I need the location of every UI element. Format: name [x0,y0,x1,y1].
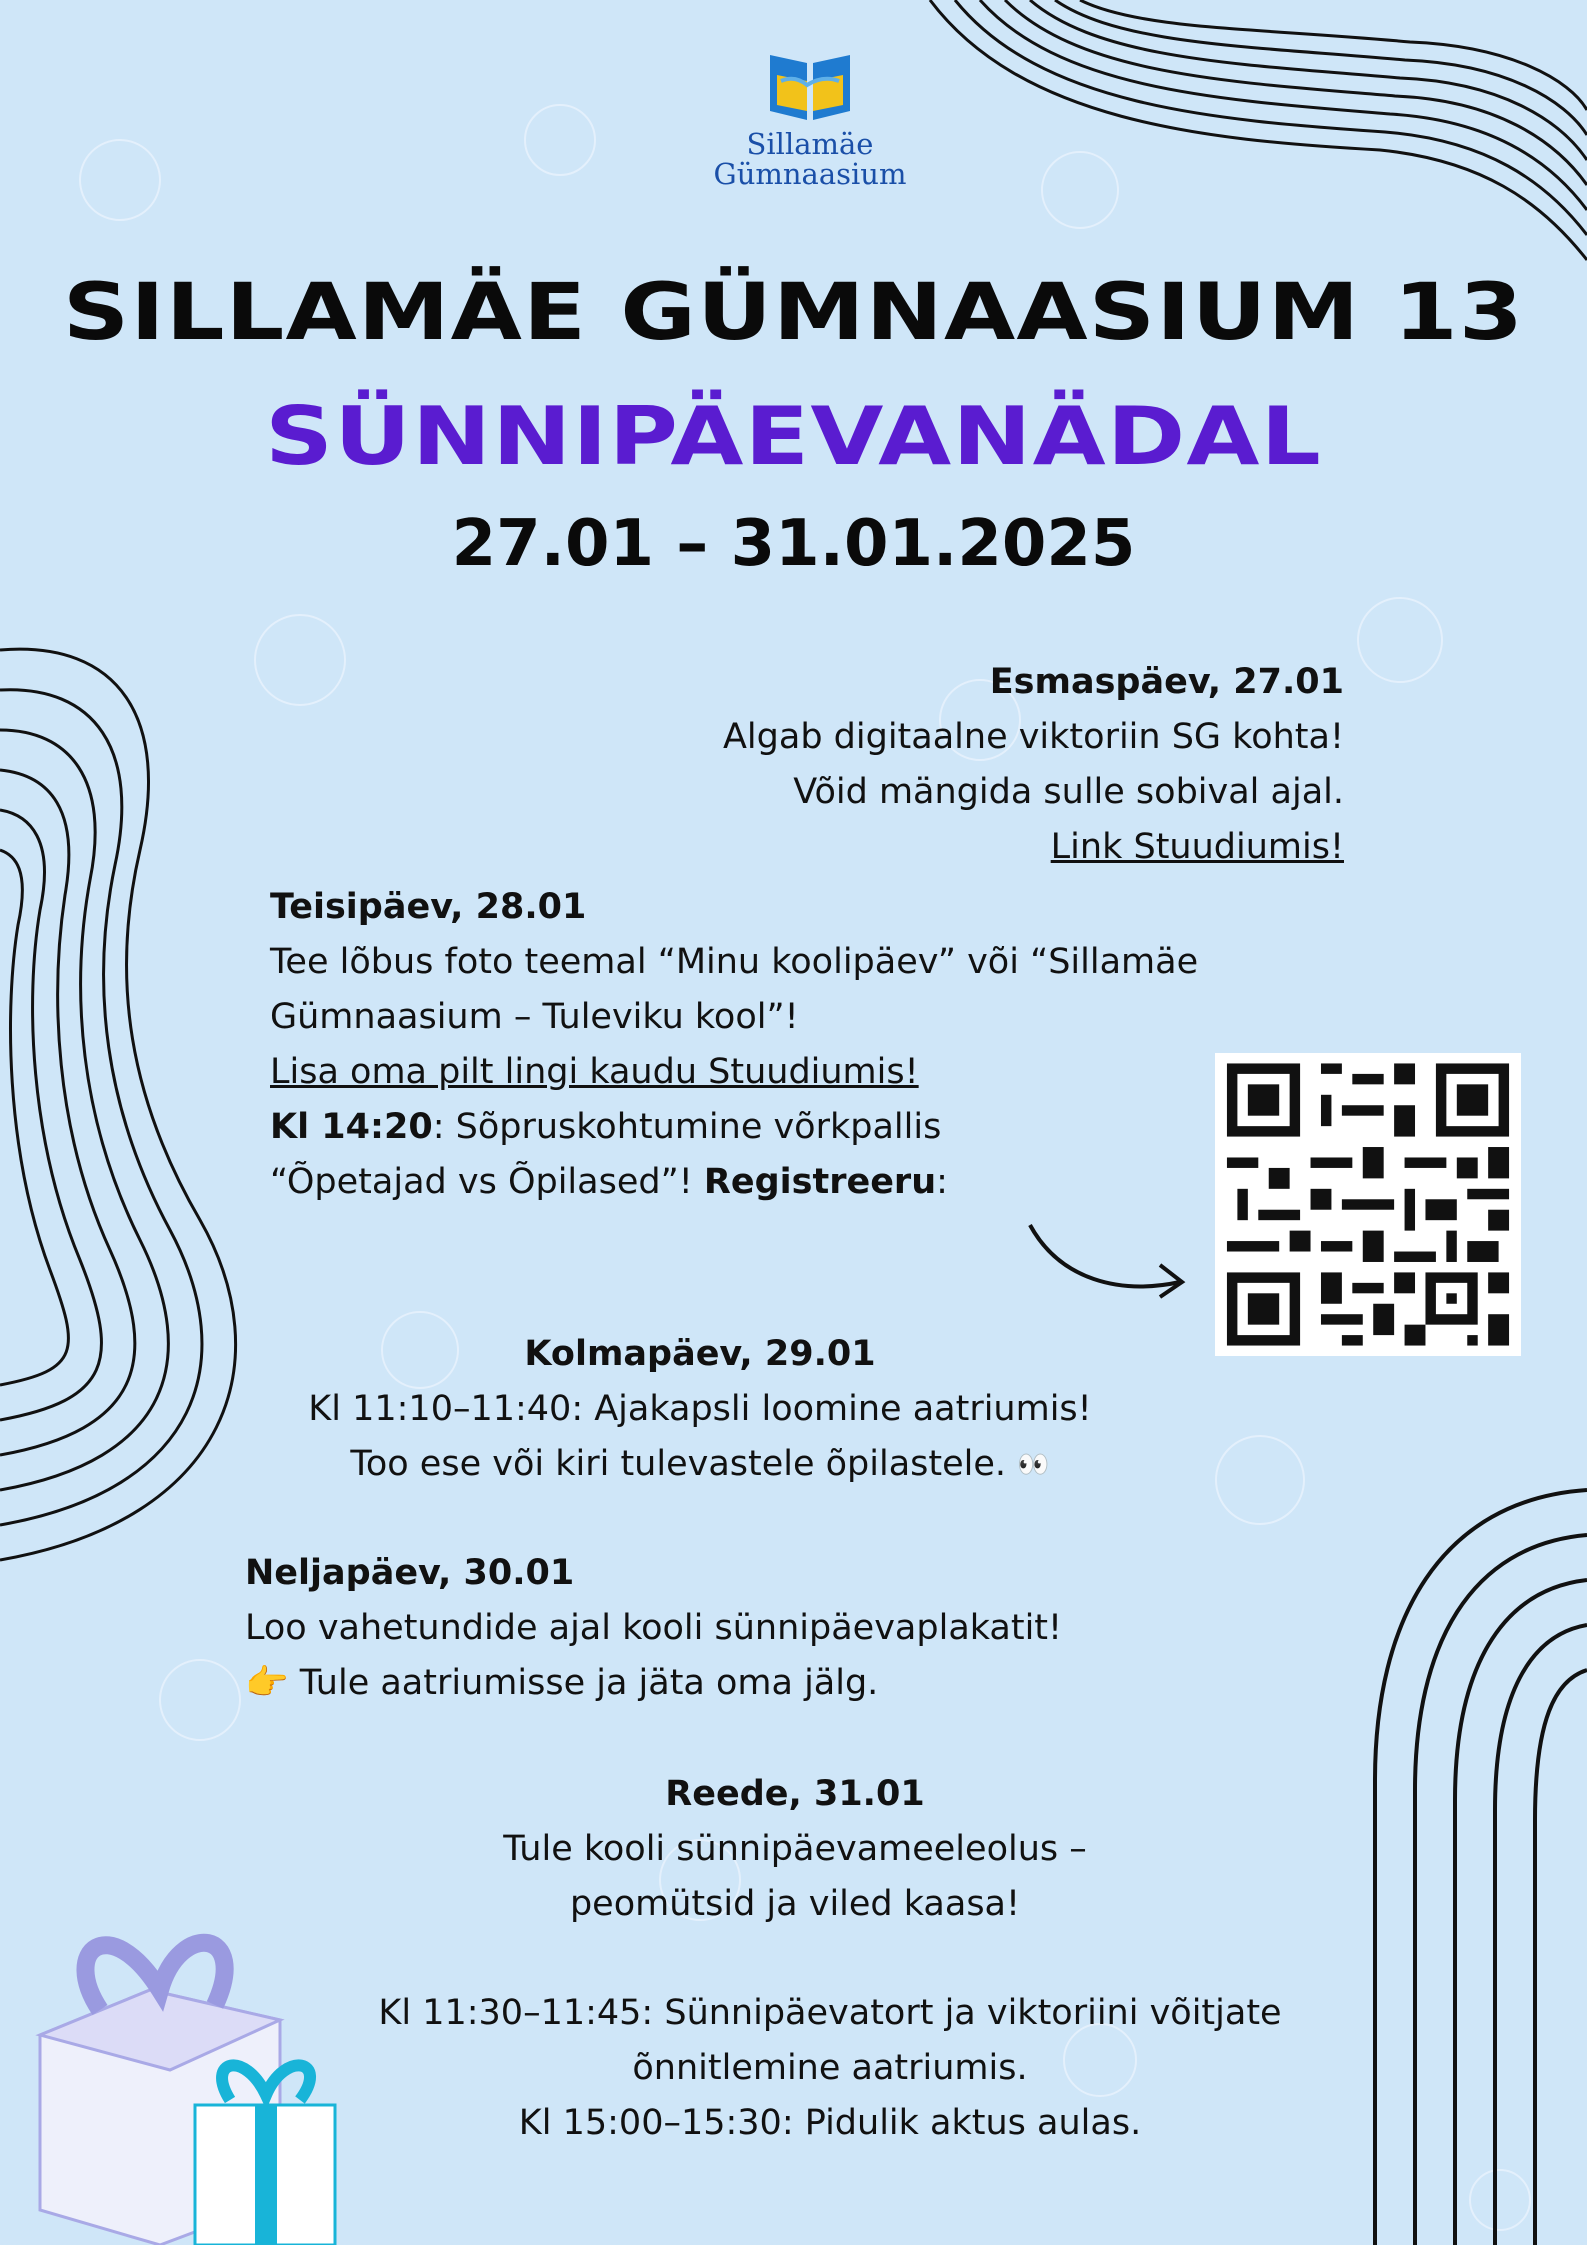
thursday-line1: Loo vahetundide ajal kooli sünnipäevaplakatit! [245,1608,1063,1648]
tuesday-line4-text: “Õpetajad vs Õpilased”! [270,1162,704,1202]
arrow-icon [1030,1225,1180,1286]
eyes-emoji-icon: 👀 [1017,1449,1050,1480]
monday-line1: Algab digitaalne viktoriin SG kohta! [722,717,1344,757]
tuesday-line3-rest: : Sõpruskohtumine võrkpallis [432,1107,942,1147]
thursday-line2-row [245,1656,1295,1711]
friday-line4: õnnitlemine aatriumis. [632,2048,1028,2088]
wednesday-section [200,1327,1200,1493]
book-logo-icon [765,45,855,125]
thursday-section [245,1546,1295,1711]
tuesday-line1: Tee lõbus foto teemal “Minu koolipäev” või “Sillamäe [270,942,1199,982]
monday-line2: Võid mängida sulle sobival ajal. [793,772,1344,812]
friday-line2: peomütsid ja viled kaasa! [569,1884,1021,1924]
tuesday-link[interactable]: Lisa oma pilt lingi kaudu Stuudiumis! [270,1052,919,1092]
tuesday-line4 [270,1155,1270,1210]
pointing-hand-icon: 👉 [245,1663,289,1703]
tuesday-line2: Gümnaasium – Tuleviku kool”! [270,997,799,1037]
page-title: SILLAMÄE GÜMNAASIUM 13 [62,268,1525,358]
friday-section [230,1767,1430,2151]
tuesday-section [270,880,1270,1210]
friday-day: Reede, 31.01 [665,1774,925,1814]
event-dates: 27.01 – 31.01.2025 [451,507,1136,581]
tuesday-line3 [270,1100,1270,1155]
wednesday-line2-row [200,1437,1200,1493]
monday-section [444,655,1344,875]
tuesday-time: Kl 14:20 [270,1107,433,1147]
page-subtitle: SÜNNIPÄEVANÄDAL [265,390,1322,483]
qr-code-icon [1215,1053,1521,1356]
wednesday-line1: Kl 11:10–11:40: Ajakapsli loomine aatriumis! [308,1389,1092,1429]
logo-text-line1: Sillamäe [746,127,874,161]
monday-day: Esmaspäev, 27.01 [989,662,1344,702]
logo-text-line2: Gümnaasium [713,157,907,191]
wednesday-line2: Too ese või kiri tulevastele õpilastele. [350,1444,1007,1484]
wednesday-day: Kolmapäev, 29.01 [524,1334,876,1374]
thursday-line2: Tule aatriumisse ja jäta oma jälg. [299,1663,879,1703]
tuesday-day: Teisipäev, 28.01 [270,887,587,927]
register-colon: : [936,1162,948,1202]
friday-line5: Kl 15:00–15:30: Pidulik aktus aulas. [518,2103,1142,2143]
qr-code[interactable] [1215,1053,1521,1356]
friday-line1: Tule kooli sünnipäevameeleolus – [503,1829,1087,1869]
school-logo [700,45,920,189]
register-label: Registreeru [703,1162,937,1202]
friday-line3: Kl 11:30–11:45: Sünnipäevatort ja viktoriini võitjate [378,1993,1282,2033]
thursday-day: Neljapäev, 30.01 [245,1553,575,1593]
monday-link[interactable]: Link Stuudiumis! [1050,827,1344,867]
